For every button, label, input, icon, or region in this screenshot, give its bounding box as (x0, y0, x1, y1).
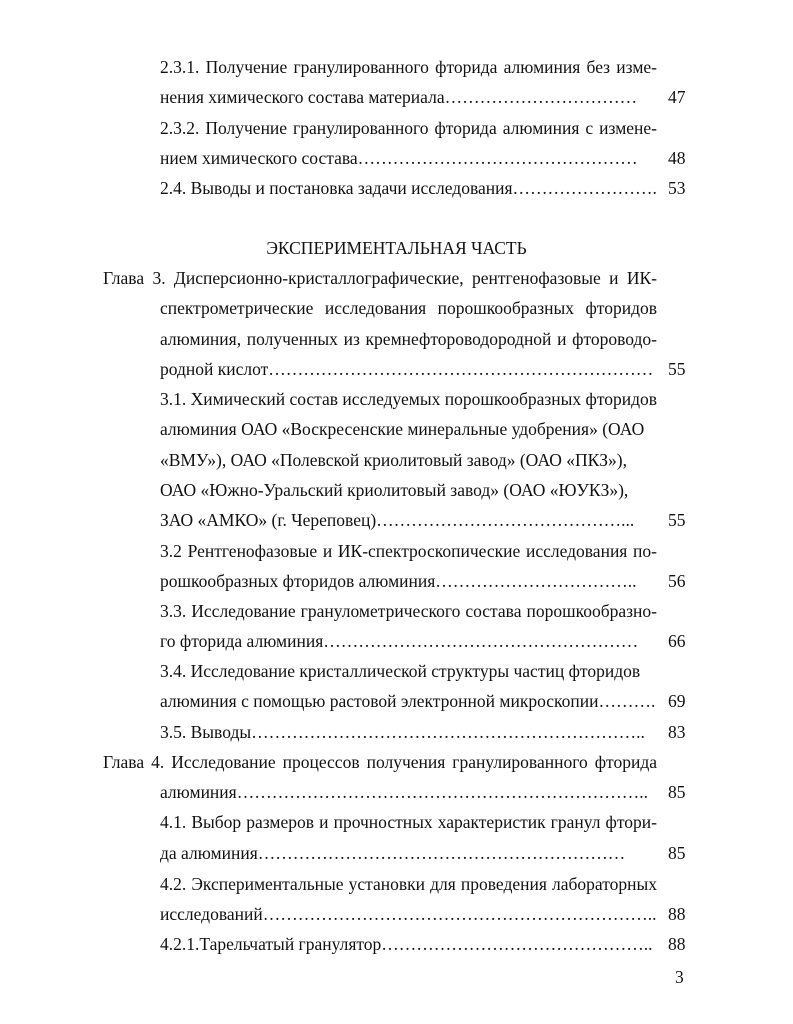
toc-entry-with-page (160, 933, 657, 955)
toc-entry-with-page (160, 147, 657, 169)
toc-entry-text: 4.2.1.Тарельчатый гранулятор……………………………………….. (160, 934, 653, 954)
toc-entry-text: 2.3.2. Получение гранулированного фторида алюминия с измене- (160, 118, 657, 138)
toc-entry-text: родной кислот………………………………………………………… (160, 359, 654, 379)
toc-entry-text: го фторида алюминия……………………………………………… (160, 631, 639, 651)
toc-entry-line (160, 418, 657, 440)
toc-page-ref: 83 (668, 722, 686, 742)
toc-entry-with-page (160, 358, 657, 380)
toc-entry-text: 4.1. Выбор размеров и прочностных характеристик гранул фтори- (160, 812, 657, 832)
toc-entry-with-page (160, 690, 657, 712)
toc-entry-text: алюминия, полученных из кремнефтороводородной и фтороводо- (160, 329, 657, 349)
toc-entry-with-page (160, 177, 657, 199)
toc-entry-line (160, 388, 657, 410)
toc-entry-line (160, 449, 657, 471)
toc-page-ref: 88 (668, 904, 686, 924)
toc-entry-line (160, 479, 657, 501)
toc-page-ref: 55 (668, 510, 686, 530)
toc-page-ref: 48 (668, 148, 686, 168)
toc-page-ref: 85 (668, 782, 686, 802)
toc-entry-line (160, 540, 657, 562)
toc-page-ref: 69 (668, 691, 686, 711)
toc-entry-line (160, 297, 657, 319)
toc-entry-text: 3.2 Рентгенофазовые и ИК-спектроскопические исследования по- (160, 541, 657, 561)
toc-entry-text: рошкообразных фторидов алюминия…………………………….. (160, 571, 637, 591)
toc-entry-line (160, 660, 657, 682)
toc-entry-text: 3.1. Химический состав исследуемых порошкообразных фторидов (160, 389, 657, 409)
toc-page-ref: 53 (668, 178, 686, 198)
toc-entry-with-page (160, 630, 657, 652)
toc-entry-with-page (160, 842, 657, 864)
toc-entry-with-page (160, 721, 657, 743)
toc-entry-text: Глава 4. Исследование процессов получения гранулированного фторида (103, 752, 657, 772)
toc-entry-text: 2.4. Выводы и постановка задачи исследования……………………. (160, 178, 657, 198)
toc-entry-with-page (160, 781, 657, 803)
toc-entry-text: исследований………………………………………………………….. (160, 904, 657, 924)
toc-entry-text: нения химического состава материала…………………………… (160, 87, 638, 107)
toc-entry-text: 3.4. Исследование кристаллической структуры частиц фторидов (160, 661, 641, 681)
toc-entry-text: спектрометрические исследования порошкообразных фторидов (160, 298, 657, 318)
toc-entry-line (103, 751, 657, 773)
toc-entry-with-page (160, 903, 657, 925)
toc-entry-text: алюминия…………………………………………………………….. (160, 782, 648, 802)
toc-page-ref: 47 (668, 87, 686, 107)
toc-entry-text: алюминия с помощью растовой электронной микроскопии………. (160, 691, 656, 711)
toc-entry-line (103, 267, 657, 289)
toc-entry-text: «ВМУ»), ОАО «Полевской криолитовый завод» (ОАО «ПКЗ»), (160, 450, 627, 470)
toc-page-ref: 55 (668, 359, 686, 379)
toc-entry-with-page (160, 570, 657, 592)
toc-entry-text: 2.3.1. Получение гранулированного фторида алюминия без изме- (160, 57, 657, 77)
toc-entry-text: нием химического состава………………………………………… (160, 148, 638, 168)
toc-entry-line (160, 873, 657, 895)
section-heading: ЭКСПЕРИМЕНТАЛЬНАЯ ЧАСТЬ (266, 238, 527, 258)
toc-entry-line (160, 56, 657, 78)
toc-entry-text: 3.5. Выводы………………………………………………………….. (160, 722, 645, 742)
toc-entry-text: ОАО «Южно-Уральский криолитовый завод» (ОАО «ЮУКЗ»), (160, 480, 629, 500)
toc-entry-line (160, 600, 657, 622)
toc-entry-with-page (160, 509, 657, 531)
page-number: 3 (675, 967, 684, 987)
toc-page-ref: 56 (668, 571, 686, 591)
toc-entry-text: 4.2. Экспериментальные установки для проведения лабораторных (160, 874, 657, 894)
toc-entry-line (160, 811, 657, 833)
toc-page-ref: 85 (668, 843, 686, 863)
toc-page-ref: 66 (668, 631, 686, 651)
toc-entry-text: алюминия ОАО «Воскресенские минеральные удобрения» (ОАО (160, 419, 645, 439)
toc-entry-text: Глава 3. Дисперсионно-кристаллографические, рентгенофазовые и ИК- (103, 268, 657, 288)
toc-entry-text: да алюминия……………………………………………………… (160, 843, 626, 863)
toc-entry-with-page (160, 86, 657, 108)
toc-entry-line (160, 117, 657, 139)
toc-page-ref: 88 (668, 934, 686, 954)
toc-entry-line (160, 328, 657, 350)
toc-entry-text: ЗАО «АМКО» (г. Череповец)……………………………………... (160, 510, 635, 530)
toc-entry-text: 3.3. Исследование гранулометрического состава порошкообразно- (160, 601, 657, 621)
